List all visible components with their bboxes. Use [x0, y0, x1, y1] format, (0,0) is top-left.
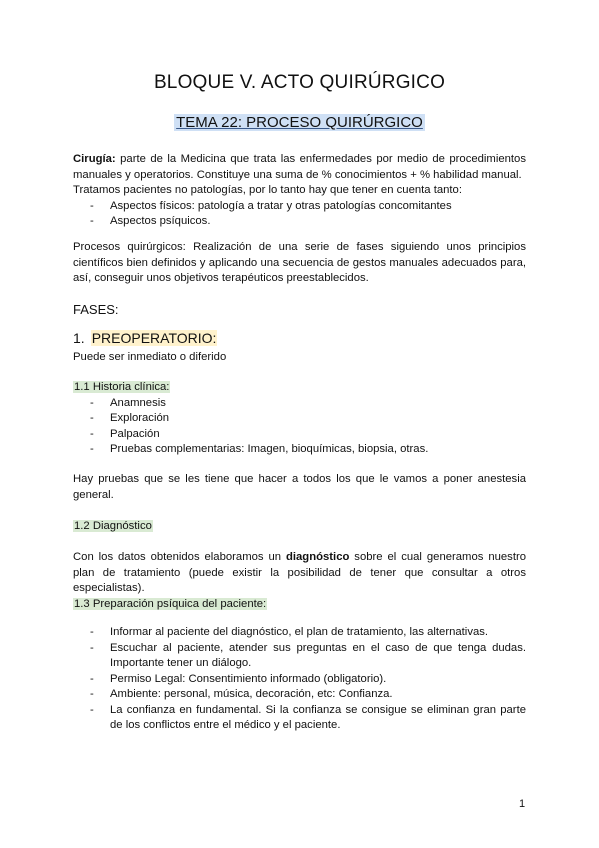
diagnostico-heading-text: 1.2 Diagnóstico: [74, 520, 152, 532]
historia-note-block: [73, 472, 526, 503]
list-item-text: La confianza en fundamental. Si la confianza se consigue se eliminan gran parte de los conflictos entre el médico y el paciente.: [110, 703, 526, 731]
list-item-text: Anamnesis: [110, 396, 166, 409]
preoperatorio-heading: [73, 331, 526, 347]
diagnostico-text-after: sobre el cual generamos nuestro plan de tratamiento (puede existir la posibilidad de tener que consultar a otros especialistas).: [73, 551, 527, 594]
cirugia-definition: [73, 152, 526, 183]
list-item: [73, 672, 526, 688]
preparacion-heading-text: 1.3 Preparación psíquica del paciente:: [74, 598, 267, 610]
document-title: BLOQUE V. ACTO QUIRÚRGICO: [153, 72, 446, 93]
aspects-list: [73, 199, 526, 230]
procesos-paragraph: Procesos quirúrgicos: Realización de una serie de fases siguiendo unos principios científicos bien definidos y aplicando una secuencia de gestos manuales adecuados para, así, conseguir unos objetivos terapéuticos preestablecidos.: [73, 241, 526, 284]
list-item-text: Pruebas complementarias: Imagen, bioquímicas, biopsia, otras.: [110, 443, 429, 455]
list-item-text: Informar al paciente del diagnóstico, el plan de tratamiento, las alternativas.: [110, 626, 489, 638]
list-item: [73, 703, 526, 734]
list-item-text: Aspectos físicos: patología a tratar y otras patologías concomitantes: [110, 199, 452, 212]
cirugia-section: [73, 152, 526, 230]
list-item: [73, 396, 526, 412]
historia-section: [73, 380, 526, 458]
topic-title-text: TEMA 22: PROCESO QUIRÚRGICO: [176, 114, 423, 131]
diagnostico-heading: [73, 519, 526, 535]
preoperatorio-subtitle: Puede ser inmediato o diferido: [73, 351, 227, 363]
list-bullet: -: [90, 688, 94, 700]
preparacion-heading: [73, 597, 526, 613]
list-item: [73, 625, 526, 641]
cirugia-line2: Tratamos pacientes no patologías, por lo tanto hay que tener en cuenta tanto:: [73, 184, 462, 196]
list-bullet: -: [90, 626, 94, 638]
historia-heading-text: 1.1 Historia clínica:: [74, 381, 170, 393]
list-item: [73, 641, 526, 672]
historia-note: Hay pruebas que se les tiene que hacer a todos los que le vamos a poner anestesia general.: [73, 473, 526, 501]
list-item-text: Escuchar al paciente, atender sus preguntas en el caso de que tenga dudas. Importante tener un diálogo.: [110, 641, 526, 669]
preparacion-list: [73, 625, 526, 734]
fases-heading: FASES:: [73, 302, 119, 317]
list-bullet: -: [90, 412, 94, 424]
list-item: [73, 214, 526, 230]
list-bullet: -: [90, 443, 94, 455]
cirugia-term: Cirugía:: [73, 153, 116, 165]
list-item: [73, 687, 526, 703]
preoperatorio-title: PREOPERATORIO:: [91, 330, 217, 346]
list-item: [73, 427, 526, 443]
preoperatorio-number: 1.: [73, 330, 85, 346]
list-item: [73, 411, 526, 427]
list-item-text: Exploración: [110, 412, 170, 424]
list-bullet: -: [90, 199, 94, 212]
list-item-text: Ambiente: personal, música, decoración, etc: Confianza.: [110, 688, 393, 700]
list-item: [73, 199, 526, 215]
preparacion-block: [73, 625, 526, 734]
diagnostico-paragraph: [73, 550, 526, 597]
diagnostico-block: [73, 550, 526, 597]
historia-heading: [73, 380, 526, 396]
procesos-section: [73, 240, 526, 287]
cirugia-definition-text: parte de la Medicina que trata las enfermedades por medio de procedimientos manuales y operatorios. Constituye una suma de % conocimientos + % habilidad manual.: [73, 153, 526, 181]
page-number: 1: [519, 798, 526, 810]
list-bullet: -: [90, 215, 94, 227]
list-bullet: -: [90, 641, 94, 654]
list-item-text: Permiso Legal: Consentimiento informado (obligatorio).: [110, 672, 387, 685]
topic-title: [0, 114, 599, 132]
list-bullet: -: [90, 427, 94, 440]
list-bullet: -: [90, 703, 94, 716]
list-item-text: Aspectos psíquicos.: [110, 215, 211, 227]
list-bullet: -: [90, 396, 94, 409]
list-item-text: Palpación: [110, 427, 160, 440]
list-bullet: -: [90, 672, 94, 685]
list-item: [73, 442, 526, 458]
diagnostico-text-before: Con los datos obtenidos elaboramos un: [73, 551, 286, 563]
historia-list: [73, 396, 526, 458]
diagnostico-bold: diagnóstico: [285, 551, 350, 563]
